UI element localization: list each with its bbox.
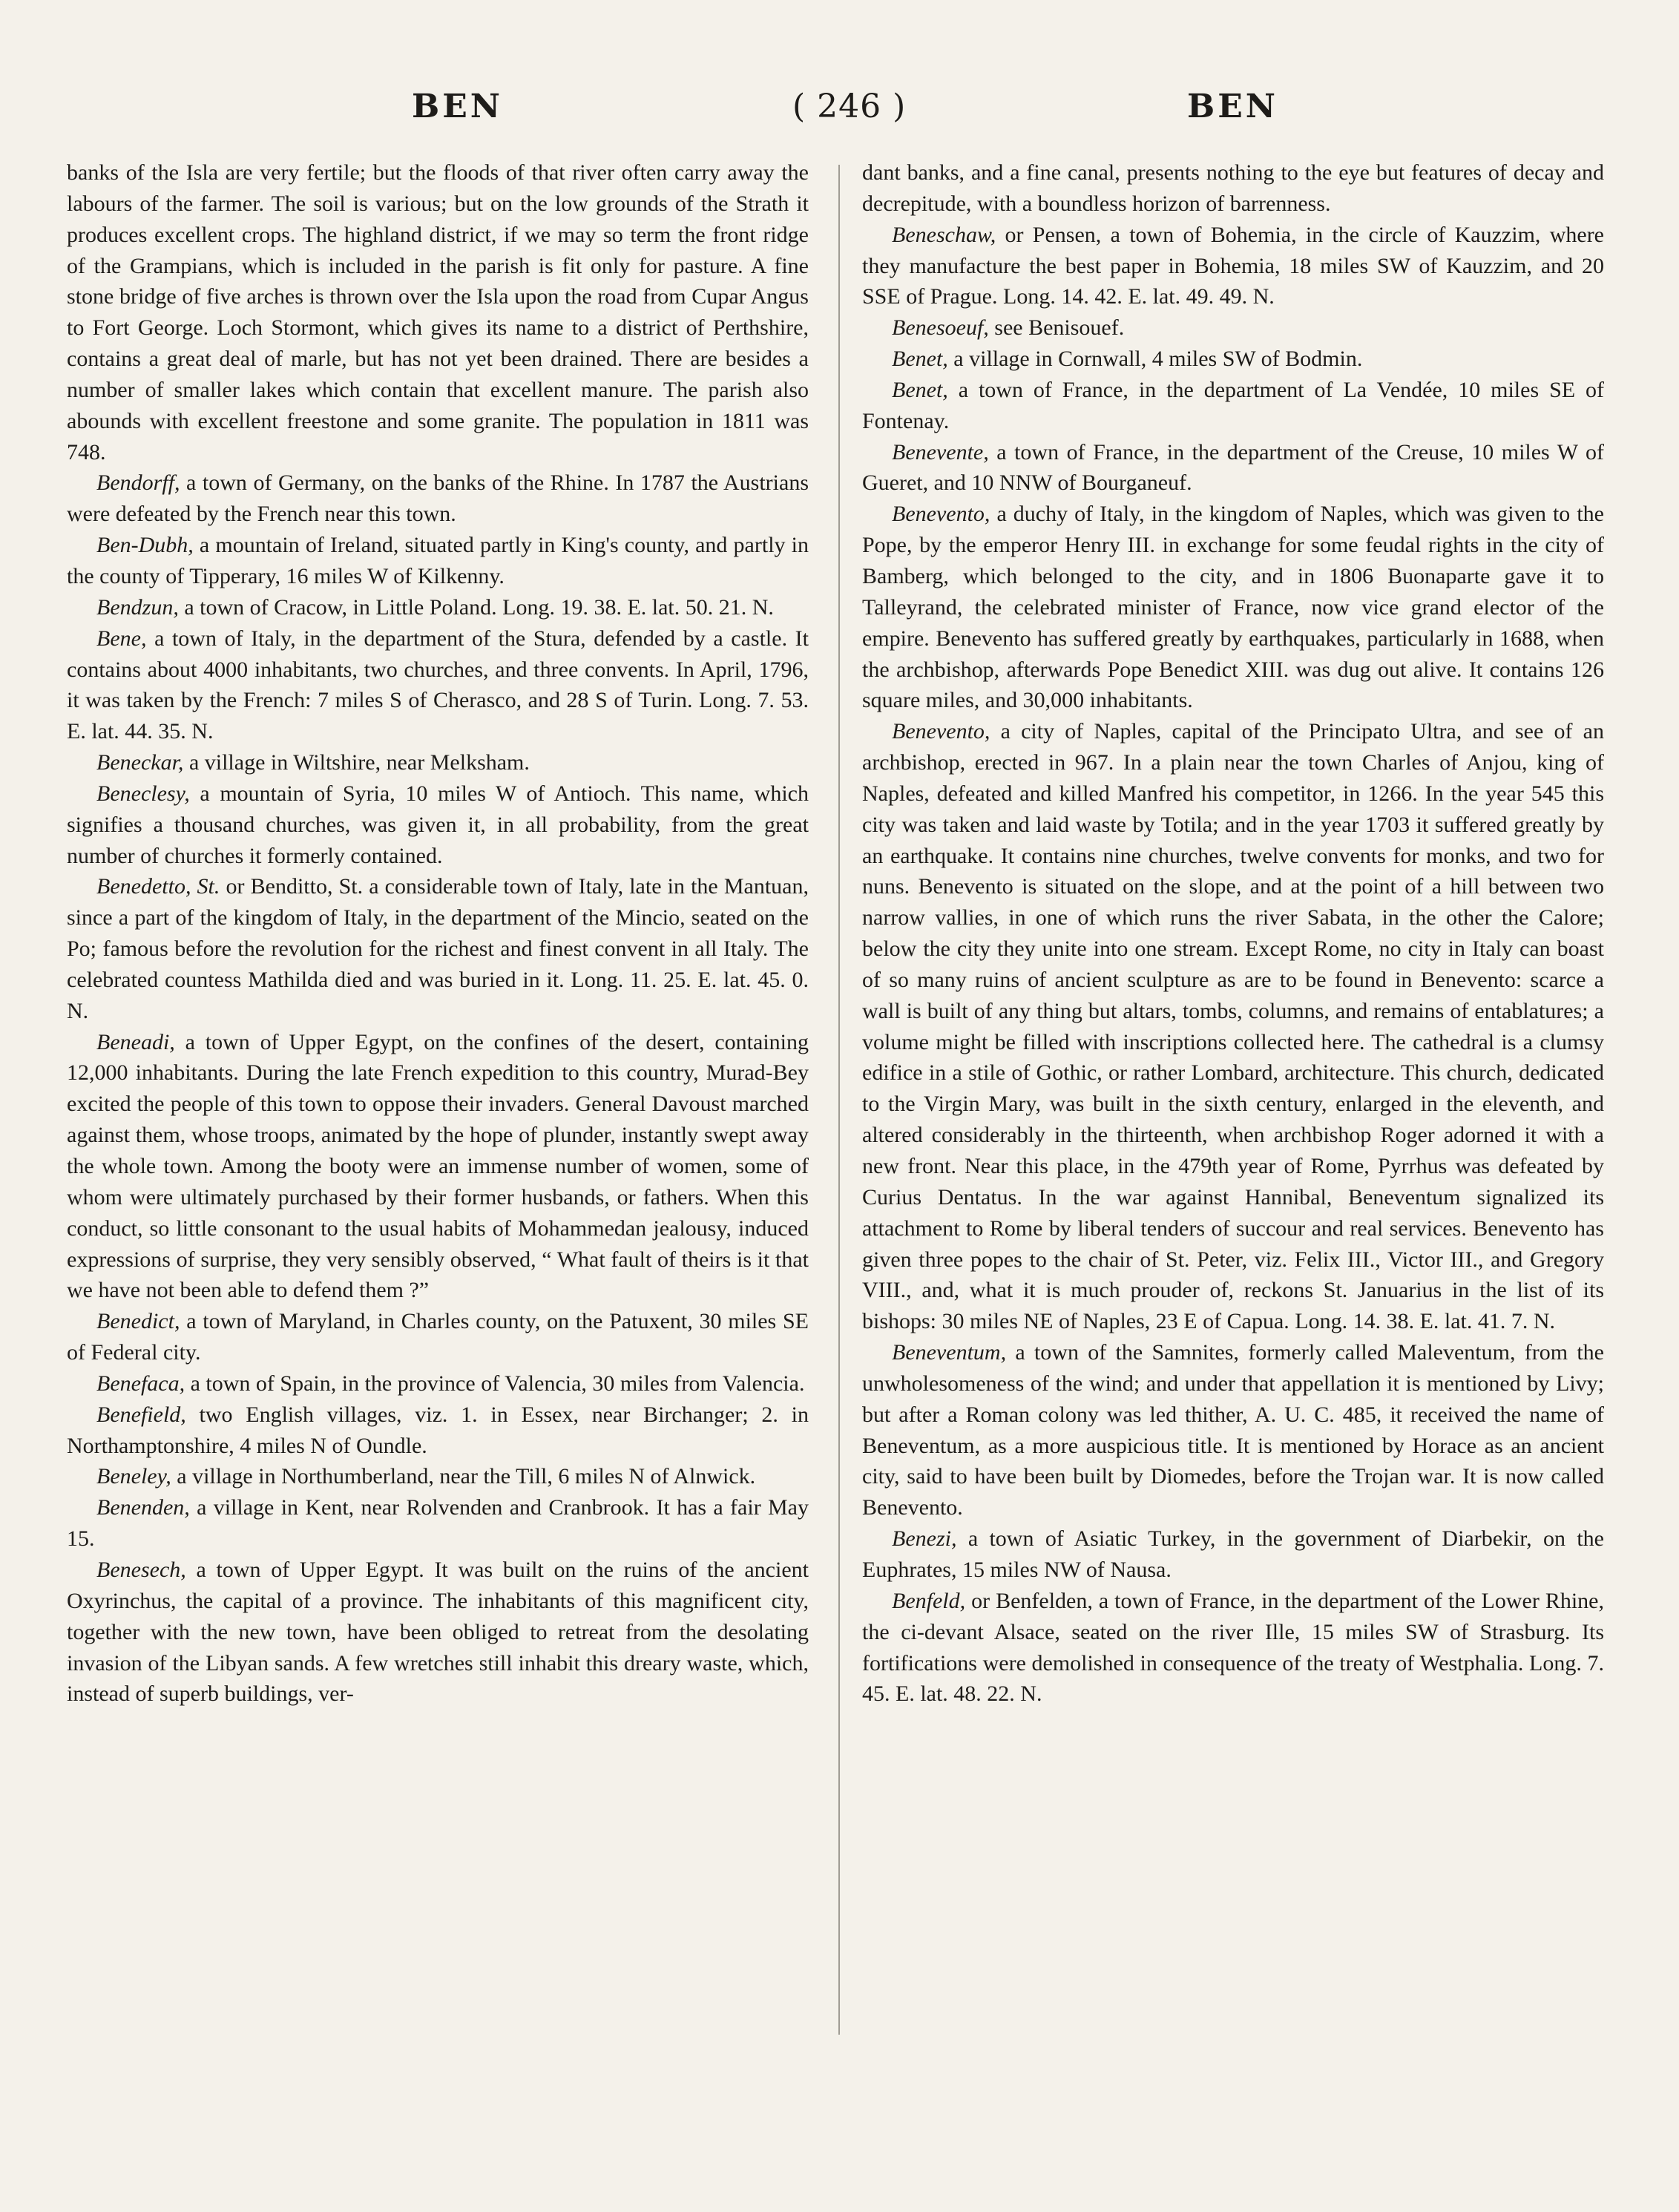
entry-headword: Ben-Dubh, — [96, 533, 194, 558]
gazetteer-entry — [67, 871, 809, 1026]
header-left-word: BEN — [412, 88, 503, 125]
entry-headword: Beneventum, — [892, 1340, 1007, 1365]
entry-text: a town of France, in the department of La Vendée, 10 miles SE of Fontenay. — [862, 377, 1604, 433]
entry-text: a village in Wiltshire, near Melksham. — [183, 750, 530, 775]
gazetteer-entry — [67, 1399, 809, 1462]
entry-text: a town of Upper Egypt, on the confines of the desert, containing 12,000 inhabitants. During the late French expedition to this country, Murad-Bey excited the people of this town to oppose their invaders. General Davoust marched against them, whose troops, animated by the hope of plunder, instantly swept away the whole town. Among the booty were an immense number of women, some of whom were ultimately purchased by their former husbands, or fathers. When this conduct, so little consonant to the usual habits of Mohammedan jealousy, induced expressions of surprise, they very sensibly observed, “ What fault of theirs is it that we have not been able to defend them ?” — [67, 1029, 809, 1303]
entry-headword: Bene, — [96, 626, 147, 651]
gazetteer-entry — [67, 157, 809, 467]
entry-headword: Benefaca, — [96, 1371, 185, 1396]
gazetteer-entry — [67, 1555, 809, 1710]
gazetteer-entry — [67, 530, 809, 592]
entry-text: a mountain of Syria, 10 miles W of Antioch. This name, which signifies a thousand churches, was given it, in all probability, from the great number of churches it formerly contained. — [67, 781, 809, 868]
entry-headword: Beneadi, — [96, 1029, 175, 1054]
entry-text: two English villages, viz. 1. in Essex, near Birchanger; 2. in Northamptonshire, 4 miles N of Oundle. — [67, 1402, 809, 1458]
gazetteer-entry — [862, 1586, 1604, 1710]
gazetteer-entry — [67, 1306, 809, 1368]
gazetteer-entry — [862, 1523, 1604, 1586]
entry-text: a mountain of Ireland, situated partly in King's county, and partly in the county of Tipperary, 16 miles W of Kilkenny. — [67, 533, 809, 588]
right-column — [862, 157, 1604, 1710]
entry-text: a duchy of Italy, in the kingdom of Naples, which was given to the Pope, by the emperor Henry III. in exchange for some feudal rights in the city of Bamberg, which belonged to the city, and in 1806 Buonaparte gave it to Talleyrand, the celebrated minister of France, now vice grand elector of the empire. Benevento has suffered greatly by earthquakes, particularly in 1688, when the archbishop, afterwards Pope Benedict XIII. was dug out alive. It contains 126 square miles, and 30,000 inhabitants. — [862, 502, 1604, 713]
entry-headword: Beneley, — [96, 1464, 171, 1489]
gazetteer-entry — [862, 1337, 1604, 1523]
column-divider — [838, 165, 840, 2035]
entry-headword: Beneclesy, — [96, 781, 190, 806]
gazetteer-entry — [67, 592, 809, 623]
entry-headword: Benedict, — [96, 1309, 180, 1334]
gazetteer-entry — [67, 1027, 809, 1307]
entry-text: or Benditto, St. a considerable town of Italy, late in the Mantuan, since a part of the kingdom of Italy, in the department of the Mincio, seated on the Po; famous before the revolution for the richest and finest convent in all Italy. The celebrated countess Mathilda died and was buried in it. Long. 11. 25. E. lat. 45. 0. N. — [67, 874, 809, 1023]
entry-text: a town of Spain, in the province of Valencia, 30 miles from Valencia. — [185, 1371, 805, 1396]
gazetteer-entry — [862, 716, 1604, 1337]
entry-text: a town of Italy, in the department of the Stura, defended by a castle. It contains about 4000 inhabitants, two churches, and three convents. In April, 1796, it was taken by the French: 7 miles S of Cherasco, and 28 S of Turin. Long. 7. 53. E. lat. 44. 35. N. — [67, 626, 809, 744]
gazetteer-entry — [862, 312, 1604, 344]
gazetteer-entry — [862, 375, 1604, 437]
gazetteer-entry — [862, 157, 1604, 220]
left-column — [67, 157, 809, 1710]
entry-headword: Benfeld, — [892, 1588, 966, 1613]
gazetteer-entry — [67, 467, 809, 530]
entry-text: a village in Cornwall, 4 miles SW of Bodmin. — [947, 347, 1363, 372]
gazetteer-entry — [862, 499, 1604, 716]
entry-text: a village in Kent, near Rolvenden and Cranbrook. It has a fair May 15. — [67, 1495, 809, 1552]
entry-text: dant banks, and a fine canal, presents nothing to the eye but features of decay and decrepitude, with a boundless horizon of barrenness. — [862, 160, 1604, 216]
entry-headword: Benet, — [892, 347, 948, 372]
entry-text: a town of France, in the department of the Creuse, 10 miles W of Gueret, and 10 NNW of Bourganeuf. — [862, 439, 1604, 496]
entry-text: a town of Cracow, in Little Poland. Long. 19. 38. E. lat. 50. 21. N. — [178, 594, 774, 620]
running-header — [0, 88, 1679, 132]
gazetteer-entry — [67, 747, 809, 778]
entry-headword: Beneschaw, — [892, 222, 996, 247]
entry-headword: Beneckar, — [96, 750, 184, 775]
gazetteer-entry — [67, 1492, 809, 1555]
entry-text: a village in Northumberland, near the Till, 6 miles N of Alnwick. — [171, 1464, 756, 1489]
entry-text: a town of Maryland, in Charles county, on the Patuxent, 30 miles SE of Federal city. — [67, 1309, 809, 1365]
entry-headword: Benesech, — [96, 1557, 186, 1582]
gazetteer-entry — [862, 220, 1604, 313]
entry-headword: Benenden, — [96, 1495, 190, 1520]
entry-headword: Benefield, — [96, 1402, 186, 1427]
entry-headword: Bendorff, — [96, 470, 180, 496]
entry-text: a city of Naples, capital of the Principato Ultra, and see of an archbishop, erected in 967. In a plain near the town Charles of Anjou, king of Naples, defeated and killed Manfred his competitor, in 1266. In the year 545 this city was taken and laid waste by Totila; and in the year 1703 it suffered greatly by an earthquake. It contains nine churches, twelve convents for monks, and two for nuns. Benevento is situated on the slope, and at the point of a hill between two narrow vallies, in one of which runs the river Sabata, in the other the Calore; below the city they unite into one stream. Except Rome, no city in Italy can boast of so many ruins of ancient sculpture as are to be found in Benevento: scarce a wall is built of any thing but altars, tombs, columns, and remains of entablatures; a volume might be filled with inscriptions collected here. The cathedral is a clumsy edifice in a stile of Gothic, or rather Lombard, architecture. This church, dedicated to the Virgin Mary, was built in the sixth century, enlarged in the eleventh, and altered considerably in the thirteenth, when archbishop Roger adorned it with a new front. Near this place, in the 479th year of Rome, Pyrrhus was defeated by Curius Dentatus. In the war against Hannibal, Beneventum signalized its attachment to Rome by liberal tenders of succour and real services. Benevento has given three popes to the chair of St. Peter, viz. Felix III., Victor III., and Gregory VIII., and, what it is much prouder of, reckons St. Januarius in the list of its bishops: 30 miles NE of Naples, 23 E of Capua. Long. 14. 38. E. lat. 41. 7. N. — [862, 719, 1604, 1334]
gazetteer-entry — [67, 1368, 809, 1399]
gazetteer-entry — [67, 1461, 809, 1492]
gazetteer-entry — [67, 623, 809, 747]
entry-text: or Pensen, a town of Bohemia, in the circle of Kauzzim, where they manufacture the best paper in Bohemia, 18 miles SW of Kauzzim, and 20 SSE of Prague. Long. 14. 42. E. lat. 49. 49. N. — [862, 222, 1604, 309]
gazetteer-entry — [862, 344, 1604, 375]
entry-headword: Benet, — [892, 377, 948, 402]
entry-headword: Benevento, — [892, 719, 990, 744]
entry-text: a town of the Samnites, formerly called Maleventum, from the unwholesomeness of the wind; and under that appellation it is mentioned by Livy; but after a Roman colony was led thither, A. U. C. 485, it received the name of Beneventum, as a more auspicious title. It is mentioned by Horace as an ancient city, said to have been built by Diomedes, before the Trojan war. It is now called Benevento. — [862, 1340, 1604, 1520]
entry-headword: Benevente, — [892, 439, 989, 465]
entry-headword: Benesoeuf, — [892, 315, 989, 341]
entry-headword: Bendzun, — [96, 594, 179, 620]
gazetteer-entry — [67, 778, 809, 872]
header-right-word: BEN — [1187, 88, 1278, 125]
entry-text: or Benfelden, a town of France, in the department of the Lower Rhine, the ci-devant Alsace, seated on the river Ille, 15 miles SW of Strasburg. Its fortifications were demolished in consequence of the treaty of Westphalia. Long. 7. 45. E. lat. 48. 22. N. — [862, 1588, 1604, 1707]
entry-headword: Benezi, — [892, 1526, 957, 1552]
entry-headword: Benedetto, St. — [96, 874, 220, 899]
gazetteer-entry — [862, 437, 1604, 499]
entry-text: a town of Asiatic Turkey, in the government of Diarbekir, on the Euphrates, 15 miles NW of Nausa. — [862, 1526, 1604, 1582]
entry-text: see Benisouef. — [988, 315, 1125, 341]
entry-text: a town of Germany, on the banks of the Rhine. In 1787 the Austrians were defeated by the French near this town. — [67, 470, 809, 527]
page-number: ( 246 ) — [792, 88, 907, 125]
entry-text: banks of the Isla are very fertile; but the floods of that river often carry away the labours of the farmer. The soil is various; but on the low grounds of the Strath it produces excellent crops. The highland district, if we may so term the front ridge of the Grampians, which is included in the parish is fit only for pasture. A fine stone bridge of five arches is thrown over the Isla upon the road from Cupar Angus to Fort George. Loch Stormont, which gives its name to a district of Perthshire, contains a great deal of marle, but has not yet been drained. There are besides a number of smaller lakes which contain that excellent manure. The parish also abounds with excellent freestone and some granite. The population in 1811 was 748. — [67, 160, 809, 465]
entry-text: a town of Upper Egypt. It was built on the ruins of the ancient Oxyrinchus, the capital of a province. The inhabitants of this magnificent city, together with the new town, have been obliged to retreat from the desolating invasion of the Libyan sands. A few wretches still inhabit this dreary waste, which, instead of superb buildings, ver- — [67, 1557, 809, 1707]
entry-headword: Benevento, — [892, 502, 990, 527]
